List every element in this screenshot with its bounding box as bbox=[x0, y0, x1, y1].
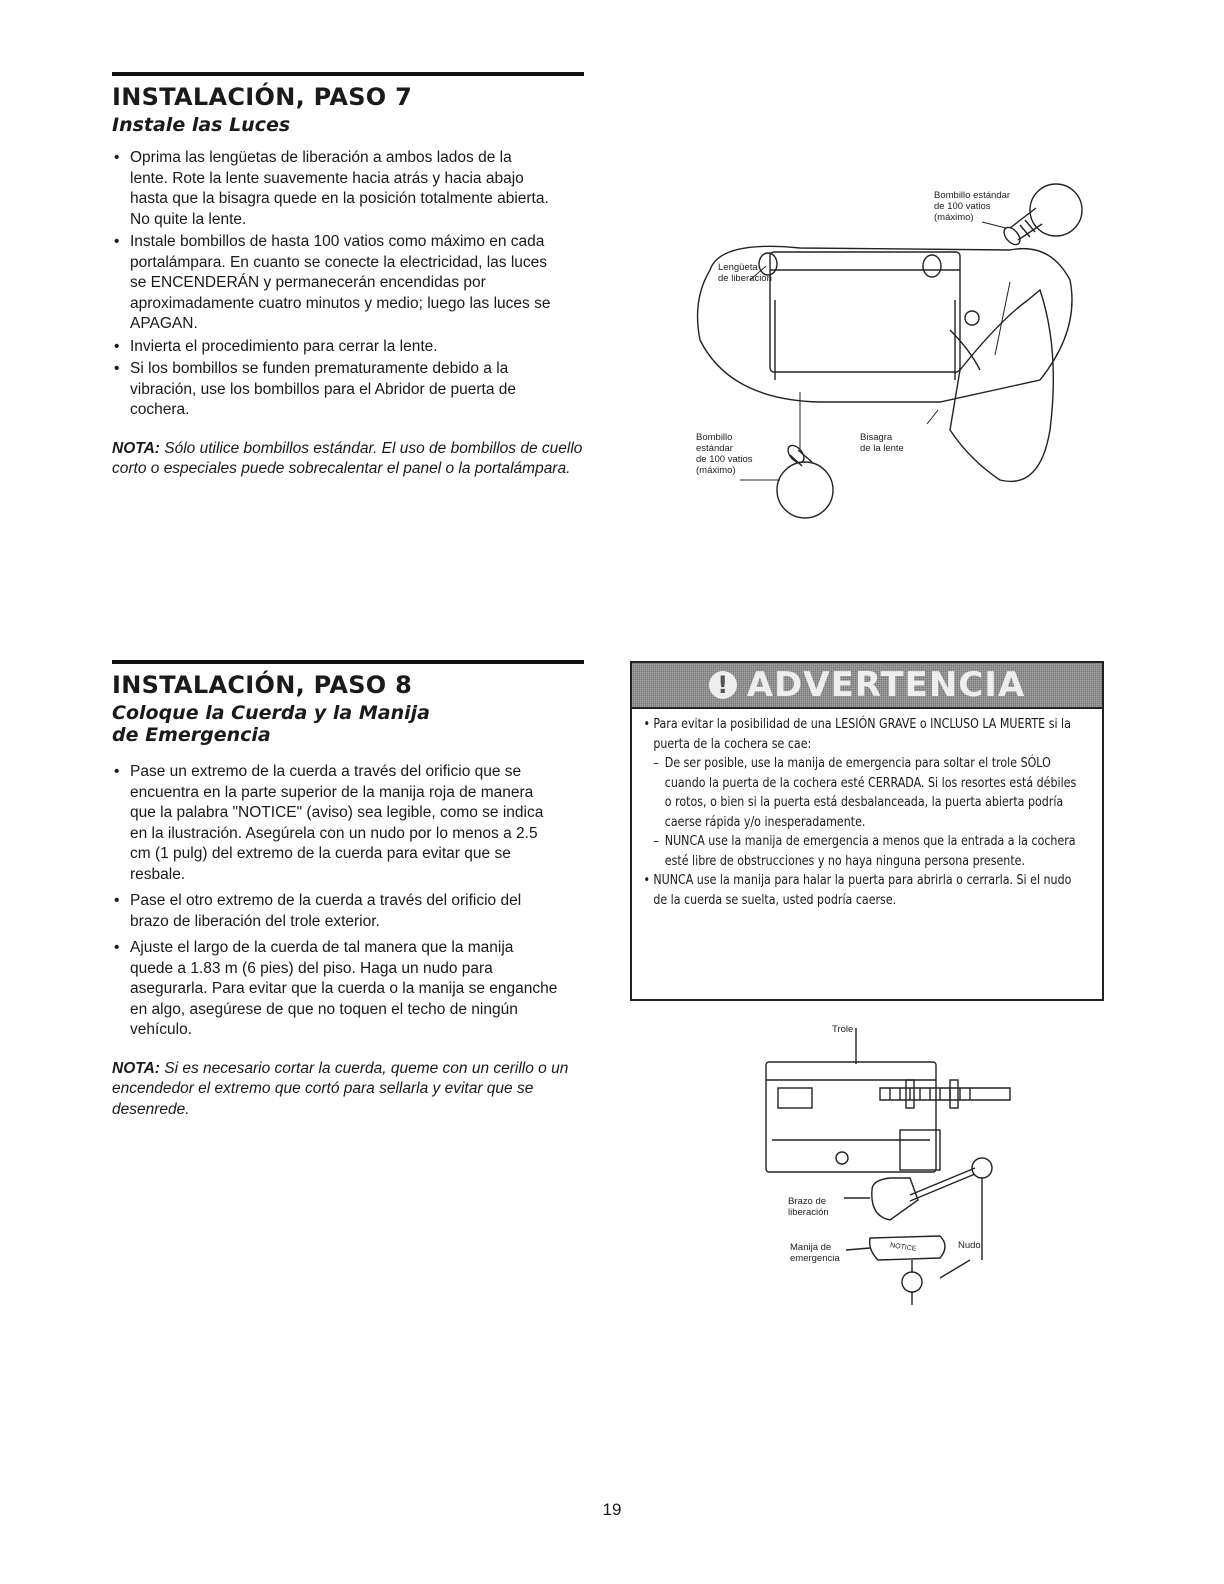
fig7-tab-label bbox=[718, 262, 772, 284]
fig8-trolley-label: Trole bbox=[832, 1024, 854, 1035]
warning-title: ADVERTENCIA bbox=[746, 665, 1026, 705]
step7-note bbox=[112, 439, 584, 480]
step8-list bbox=[112, 762, 560, 1041]
fig7-hinge-label bbox=[860, 432, 904, 454]
fig8-handle-label bbox=[790, 1242, 840, 1264]
step8-title: INSTALACIÓN, PASO 8 bbox=[112, 671, 413, 699]
warning-subitem: – De ser posible, use la manija de emergencia para soltar el trole SÓLO cuando la puerta de la cochera esté CERRADA. Si los resortes está débiles o rotos, o bien si la puerta está desbalanceada, la puerta abierta podría caerse rápida y/o inesperadamente. bbox=[643, 754, 1086, 832]
step8-bullet: • Pase un extremo de la cuerda a través del orificio que se encuentra en la parte superior de la manija roja de manera que la palabra "NOTICE" (aviso) sea legible, como se indica en la ilustración. Asegúrela con un nudo por lo menos a 2.5 cm (1 pulg) del extremo de la cuerda para evitar que se resbale. bbox=[112, 762, 560, 885]
warning-icon: ! bbox=[709, 671, 737, 699]
fig7-bulb-top-line: de 100 vatios bbox=[934, 201, 991, 212]
step8-subtitle bbox=[112, 702, 584, 746]
fig7-hinge-line: de la lente bbox=[860, 443, 904, 454]
fig7-bulb-top-label bbox=[934, 190, 1010, 223]
step7-bullet: • Oprima las lengüetas de liberación a ambos lados de la lente. Rote la lente suavemente hacia atrás y hacia abajo hasta que la bisagra quede en la posición totalmente abierta. No quite la lente. bbox=[112, 148, 552, 230]
light-lens-figure bbox=[680, 180, 1100, 530]
step7-section bbox=[112, 72, 584, 480]
step7-note-label: NOTA: bbox=[112, 439, 160, 457]
step8-bullet: • Ajuste el largo de la cuerda de tal manera que la manija quede a 1.83 m (6 pies) del piso. Haga un nudo para asegurarla. Para evitar que la cuerda o la manija se enganche en algo, asegúrese de que no toquen el techo de ningún vehículo. bbox=[112, 938, 560, 1041]
step8-note bbox=[112, 1059, 584, 1121]
warning-subitem: – NUNCA use la manija de emergencia a menos que la entrada a la cochera esté libre de obstrucciones y no haya ninguna persona presente. bbox=[643, 832, 1086, 871]
step8-subtitle-line: Coloque la Cuerda y la Manija bbox=[112, 702, 430, 724]
fig7-bulb-top-line: Bombillo estándar bbox=[934, 190, 1011, 201]
fig8-knot-label: Nudo bbox=[958, 1240, 981, 1251]
step7-note-text: Sólo utilice bombillos estándar. El uso de bombillos de cuello corto o especiales puede sobrecalentar el panel o la portalámpara. bbox=[112, 439, 583, 477]
light-lens-illustration bbox=[680, 180, 1100, 530]
step8-note-label: NOTA: bbox=[112, 1059, 160, 1077]
warning-bullet: • NUNCA use la manija para halar la puerta para abrirla o cerrarla. Si el nudo de la cuerda se suelta, usted podría caerse. bbox=[643, 871, 1086, 910]
fig7-bulb-bottom-line: Bombillo bbox=[696, 432, 733, 443]
trolley-figure bbox=[760, 1020, 1040, 1320]
fig7-bulb-bottom-label bbox=[696, 432, 753, 476]
step7-title: INSTALACIÓN, PASO 7 bbox=[112, 83, 413, 111]
step8-rule bbox=[112, 660, 584, 664]
warning-header bbox=[632, 663, 1102, 709]
fig8-arm-label bbox=[788, 1196, 829, 1218]
fig8-handle-line: Manija de bbox=[790, 1242, 832, 1253]
fig7-bulb-top-line: (máximo) bbox=[934, 212, 974, 223]
warning-body bbox=[632, 709, 1094, 910]
fig8-arm-line: liberación bbox=[788, 1207, 829, 1218]
fig7-tab-line: de liberación bbox=[718, 273, 772, 284]
step8-subtitle-line: de Emergencia bbox=[112, 724, 271, 746]
step7-bullet: • Invierta el procedimiento para cerrar la lente. bbox=[112, 337, 552, 358]
trolley-illustration bbox=[760, 1020, 1040, 1320]
fig8-arm-line: Brazo de bbox=[788, 1196, 827, 1207]
fig8-handle-line: emergencia bbox=[790, 1253, 840, 1264]
step7-list bbox=[112, 148, 552, 421]
fig7-bulb-bottom-line: de 100 vatios bbox=[696, 454, 753, 465]
step7-subtitle: Instale las Luces bbox=[112, 114, 291, 136]
fig7-bulb-bottom-line: (máximo) bbox=[696, 465, 736, 476]
fig7-tab-line: Lengüeta bbox=[718, 262, 758, 273]
warning-bullet: • Para evitar la posibilidad de una LESIÓN GRAVE o INCLUSO LA MUERTE si la puerta de la cochera se cae: bbox=[643, 715, 1086, 754]
step7-bullet: • Si los bombillos se funden prematuramente debido a la vibración, use los bombillos para el Abridor de puerta de cochera. bbox=[112, 359, 552, 421]
step8-note-text: Si es necesario cortar la cuerda, queme con un cerillo o un encendedor el extremo que cortó para sellarla y evitar que se desenrede. bbox=[112, 1059, 569, 1118]
fig8-notice-text: NOTICE bbox=[889, 1242, 917, 1253]
fig7-hinge-line: Bisagra bbox=[860, 432, 893, 443]
step7-bullet: • Instale bombillos de hasta 100 vatios como máximo en cada portalámpara. En cuanto se conecte la electricidad, las luces se ENCENDERÁN y permanecerán encendidas por aproximadamente cuatro minutos y medio; luego las luces se APAGAN. bbox=[112, 232, 552, 335]
step8-bullet: • Pase el otro extremo de la cuerda a través del orificio del brazo de liberación del trole exterior. bbox=[112, 891, 560, 932]
step8-section bbox=[112, 660, 584, 1120]
warning-box bbox=[630, 661, 1104, 1001]
step7-rule bbox=[112, 72, 584, 76]
fig7-bulb-bottom-line: estándar bbox=[696, 443, 733, 454]
page-number: 19 bbox=[602, 1500, 622, 1519]
